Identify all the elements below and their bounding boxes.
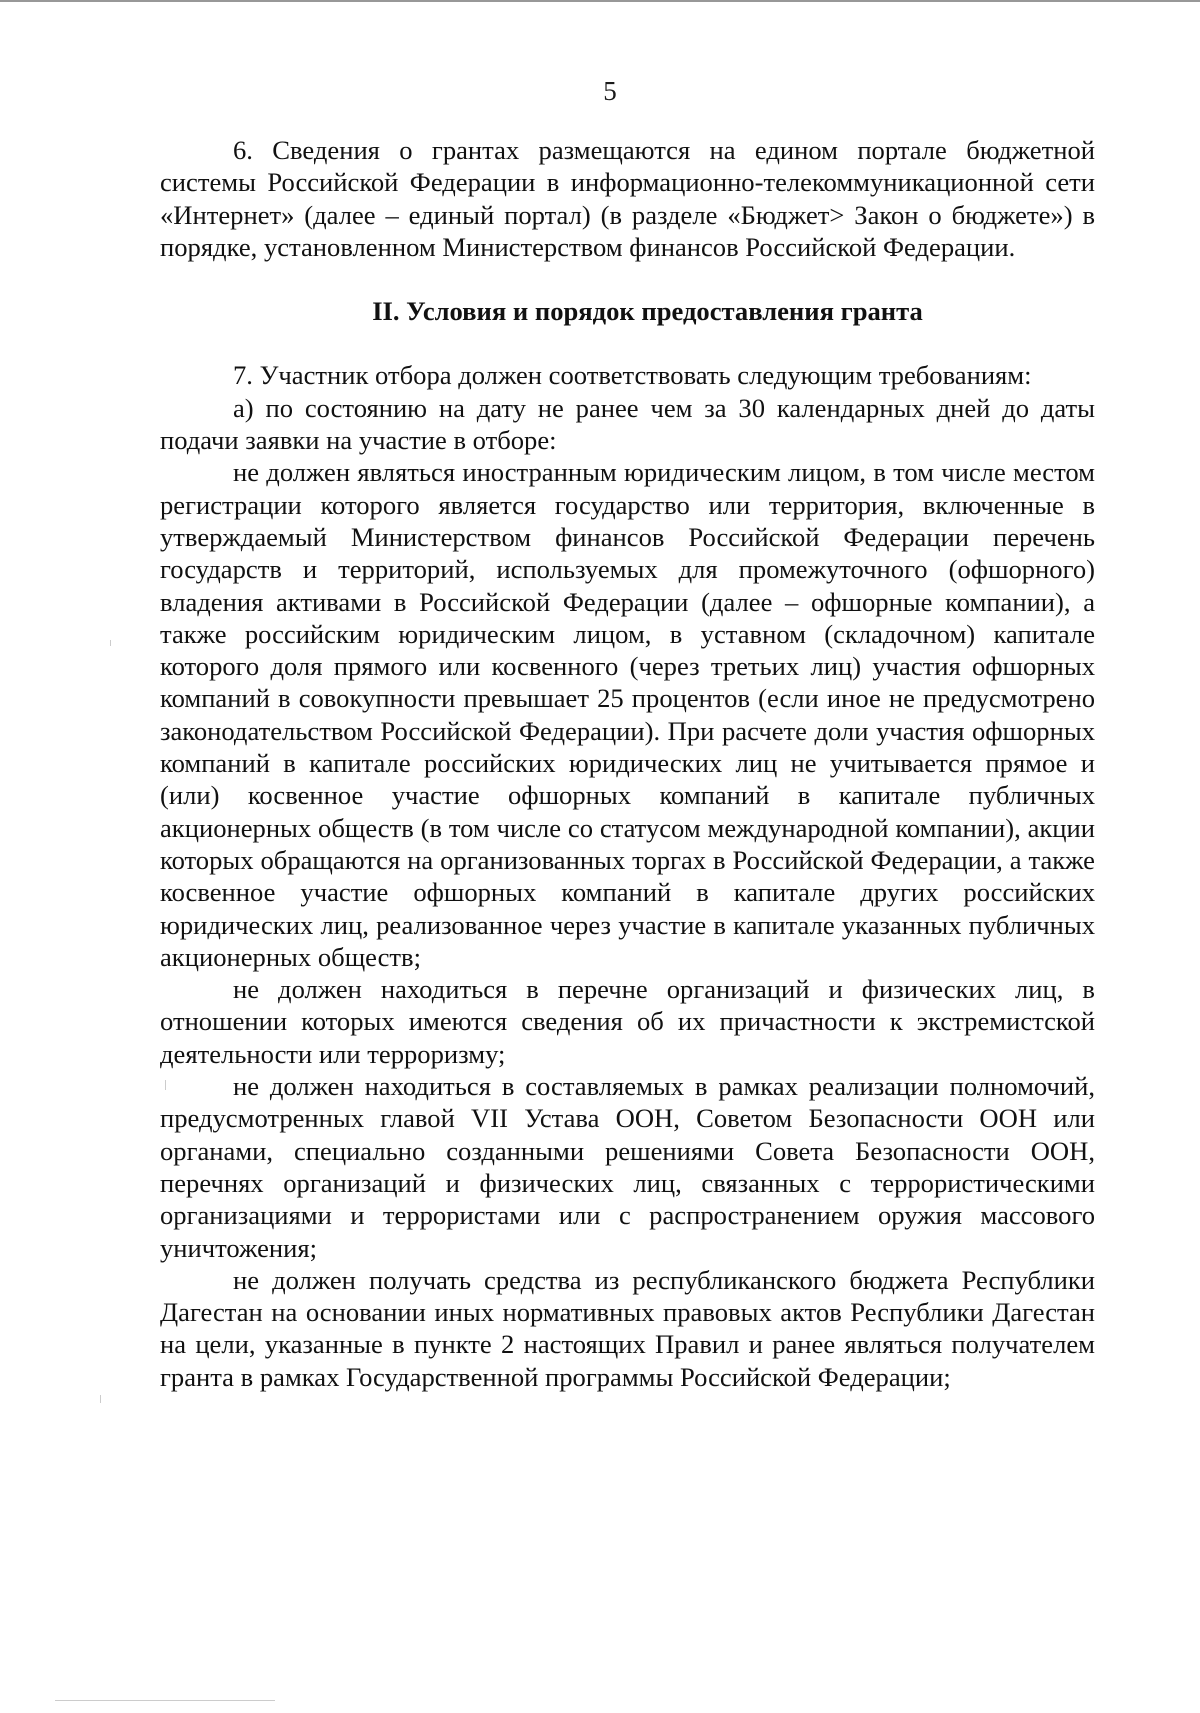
scan-speck xyxy=(110,640,111,646)
paragraph-7a: а) по состоянию на дату не ранее чем за 30 календарных дней до даты подачи заявки на участие в отборе: xyxy=(160,392,1095,456)
paragraph-7: 7. Участник отбора должен соответствовать следующим требованиям: xyxy=(233,360,1032,391)
section-heading: II. Условия и порядок предоставления гранта xyxy=(372,296,923,327)
page-number: 5 xyxy=(603,76,617,106)
scan-bottom-edge xyxy=(55,1700,275,1701)
paragraph-7a-un-lists: не должен находиться в составляемых в рамках реализации полномочий, предусмотренных главой VII Устава ООН, Советом Безопасности ООН или органами, специально созданными решениями Совета Безопасности ООН, перечнях организаций и физических лиц, связанных с террористическими организациями и террористами или с распространением оружия массового уничтожения; xyxy=(160,1071,1095,1263)
document-body xyxy=(160,134,1095,1393)
scan-top-edge xyxy=(0,0,1200,2)
scan-speck xyxy=(100,1395,101,1403)
paragraph-7a-budget-funds: не должен получать средства из республиканского бюджета Республики Дагестан на основании иных нормативных правовых актов Республики Дагестан на цели, указанные в пункте 2 настоящих Правил и ранее являться получателем гранта в рамках Государственной программы Российской Федерации; xyxy=(160,1264,1095,1392)
paragraph-7a-extremism: не должен находиться в перечне организаций и физических лиц, в отношении которых имеются сведения об их причастности к экстремистской деятельности или терроризму; xyxy=(160,974,1095,1069)
paragraph-7a-offshore: не должен являться иностранным юридическим лицом, в том числе местом регистрации которого является государство или территория, включенные в утверждаемый Министерством финансов Российской Федерации перечень государств и территорий, используемых для промежуточного (офшорного) владения активами в Российской Федерации (далее – офшорные компании), а также российским юридическим лицом, в уставном (складочном) капитале которого доля прямого или косвенного (через третьих лиц) участия офшорных компаний в совокупности превышает 25 процентов (если иное не предусмотрено законодательством Российской Федерации). При расчете доли участия офшорных компаний в капитале российских юридических лиц не учитывается прямое и (или) косвенное участие офшорных компаний в капитале публичных акционерных обществ (в том числе со статусом международной компании), акции которых обращаются на организованных торгах в Российской Федерации, а также косвенное участие офшорных компаний в капитале других российских юридических лиц, реализованное через участие в капитале указанных публичных акционерных обществ; xyxy=(160,457,1095,972)
paragraph-6: 6. Сведения о грантах размещаются на едином портале бюджетной системы Российской Федерации в информационно-телекоммуникационной сети «Интернет» (далее – единый портал) (в разделе «Бюджет> Закон о бюджете») в порядке, установленном Министерством финансов Российской Федерации. xyxy=(160,135,1095,262)
